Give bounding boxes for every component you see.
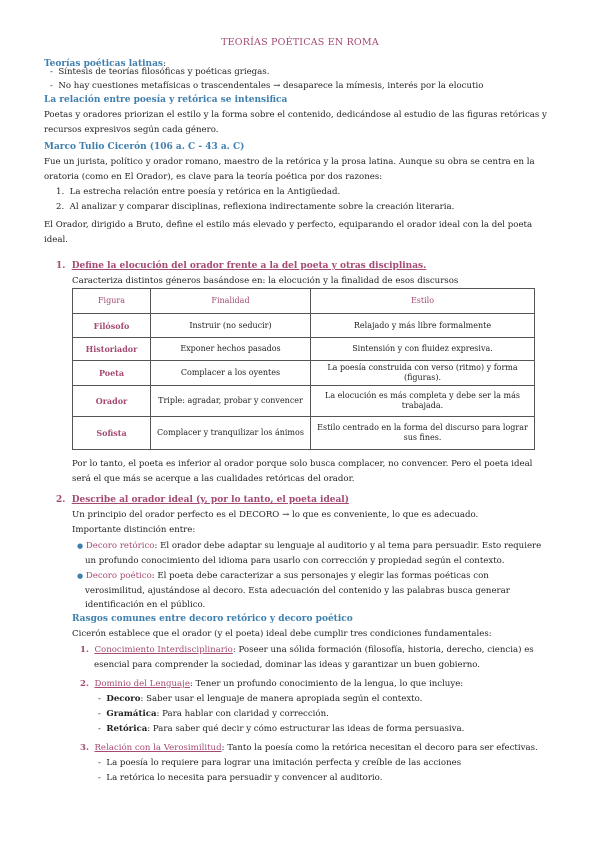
paragraph-line: El Orador, dirigido a Bruto, define el estilo más elevado y perfecto, equiparando el orador ideal con la del poeta xyxy=(44,220,533,230)
list-item: - Síntesis de teorías filosóficas y poéticas griegas. xyxy=(50,67,270,77)
table-cell: Filósofo xyxy=(73,314,151,338)
paragraph-line: esencial para comprender la sociedad, dominar las ideas y garantizar un buen gobierno. xyxy=(94,660,481,670)
point-1-heading: 1. Define la elocución del orador frente a la del poeta y otras disciplinas. xyxy=(56,261,427,271)
table-row xyxy=(73,386,535,417)
table-row xyxy=(73,338,535,361)
paragraph-line: ideal. xyxy=(44,235,68,245)
table-cell: Poeta xyxy=(73,361,151,386)
paragraph-line: un profundo conocimiento del idioma para usarlo con corrección y propiedad según el contexto. xyxy=(85,556,505,566)
paragraph-line: recursos expresivos según cada género. xyxy=(44,125,219,135)
table-row xyxy=(73,314,535,338)
section-heading-teorias-latinas: Teorías poéticas latinas: xyxy=(44,59,166,69)
condition-3: 3. Relación con la Verosimilitud: Tanto la poesía como la retórica necesitan el decoro para ser efectivas. xyxy=(80,743,538,753)
paragraph-line: será el que más se acerque a las cualidades retóricas del orador. xyxy=(72,474,355,484)
sub-item: - La retórica lo necesita para persuadir y convencer al auditorio. xyxy=(98,773,383,783)
sub-item: - Gramática: Para hablar con claridad y corrección. xyxy=(98,709,329,719)
table-cell: Sofista xyxy=(73,417,151,450)
sub-item: - Decoro: Saber usar el lenguaje de manera apropiada según el contexto. xyxy=(98,694,423,704)
table-row xyxy=(73,361,535,386)
sub-item: - Retórica: Para saber qué decir y cómo estructurar las ideas de forma persuasiva. xyxy=(98,724,465,734)
paragraph-line: oratoria (como en El Orador), es clave para la teoría poética por dos razones: xyxy=(44,172,383,182)
rasgos-heading: Rasgos comunes entre decoro retórico y decoro poético xyxy=(72,614,353,624)
table-cell: Complacer y tranquilizar los ánimos xyxy=(151,417,311,450)
paragraph-line: identificación en el público. xyxy=(85,600,206,610)
table-header: Figura xyxy=(73,289,151,314)
table-header: Estilo xyxy=(311,289,535,314)
table-cell: La elocución es más completa y debe ser la más trabajada. xyxy=(311,386,535,417)
paragraph-line: Cicerón establece que el orador (y el poeta) ideal debe cumplir tres condiciones fundamentales: xyxy=(72,629,492,639)
table-cell: Relajado y más libre formalmente xyxy=(311,314,535,338)
table-cell: Complacer a los oyentes xyxy=(151,361,311,386)
table-cell: Instruir (no seducir) xyxy=(151,314,311,338)
table-cell: Historiador xyxy=(73,338,151,361)
paragraph-line: Por lo tanto, el poeta es inferior al orador porque solo busca complacer, no convencer. Pero el poeta ideal xyxy=(72,459,533,469)
paragraph-line: Un principio del orador perfecto es el DECORO → lo que es conveniente, lo que es adecuado. xyxy=(72,510,479,520)
table-cell: La poesía construida con verso (ritmo) y forma (figuras). xyxy=(311,361,535,386)
condition-2: 2. Dominio del Lenguaje: Tener un profundo conocimiento de la lengua, lo que incluye: xyxy=(80,679,464,689)
bullet-item-decoro-retorico: ● Decoro retórico: El orador debe adaptar su lenguaje al auditorio y al tema para persuadir. Esto requiere xyxy=(77,541,542,551)
table-cell: Triple: agradar, probar y convencer xyxy=(151,386,311,417)
table-header: Finalidad xyxy=(151,289,311,314)
point-1-intro: Caracteriza distintos géneros basándose en: la elocución y la finalidad de esos discursos xyxy=(72,276,459,286)
table-cell: Estilo centrado en la forma del discurso para lograr sus fines. xyxy=(311,417,535,450)
page-title: TEORÍAS POÉTICAS EN ROMA xyxy=(221,37,379,48)
paragraph-line: Importante distinción entre: xyxy=(72,525,196,535)
sub-item: - La poesía lo requiere para lograr una imitación perfecta y creíble de las acciones xyxy=(98,758,462,768)
bullet-icon: ● xyxy=(77,572,84,580)
numbered-item: 1. La estrecha relación entre poesía y retórica en la Antigüedad. xyxy=(56,187,341,197)
condition-1: 1. Conocimiento Interdisciplinario: Poseer una sólida formación (filosofía, historia, derecho, ciencia) es xyxy=(80,645,534,655)
paragraph-line: Poetas y oradores priorizan el estilo y la forma sobre el contenido, dedicándose al estudio de las figuras retóricas y xyxy=(44,110,547,120)
table-cell: Sintensión y con fluidez expresiva. xyxy=(311,338,535,361)
genres-table xyxy=(72,288,535,450)
point-2-heading: 2. Describe al orador ideal (y, por lo tanto, el poeta ideal) xyxy=(56,495,349,505)
list-item: - No hay cuestiones metafísicas o trascendentales → desaparece la mímesis, interés por la elocutio xyxy=(50,81,484,91)
paragraph-line: Fue un jurista, político y orador romano, maestro de la retórica y la prosa latina. Aunque su obra se centra en la xyxy=(44,157,535,167)
table-cell: Exponer hechos pasados xyxy=(151,338,311,361)
section-heading-ciceron: Marco Tulio Cicerón (106 a. C - 43 a. C) xyxy=(44,142,245,152)
bullet-item-decoro-poetico: ● Decoro poético: El poeta debe caracterizar a sus personajes y elegir las formas poéticas con xyxy=(77,571,489,581)
bullet-icon: ● xyxy=(77,542,84,550)
numbered-item: 2. Al analizar y comparar disciplinas, reflexiona indirectamente sobre la creación literaria. xyxy=(56,202,455,212)
section-heading-relacion: La relación entre poesía y retórica se intensifica xyxy=(44,95,288,105)
paragraph-line: verosimilitud, ajustándose al decoro. Esta adecuación del contenido y las palabras busca generar xyxy=(85,586,510,596)
table-cell: Orador xyxy=(73,386,151,417)
table-row xyxy=(73,417,535,450)
